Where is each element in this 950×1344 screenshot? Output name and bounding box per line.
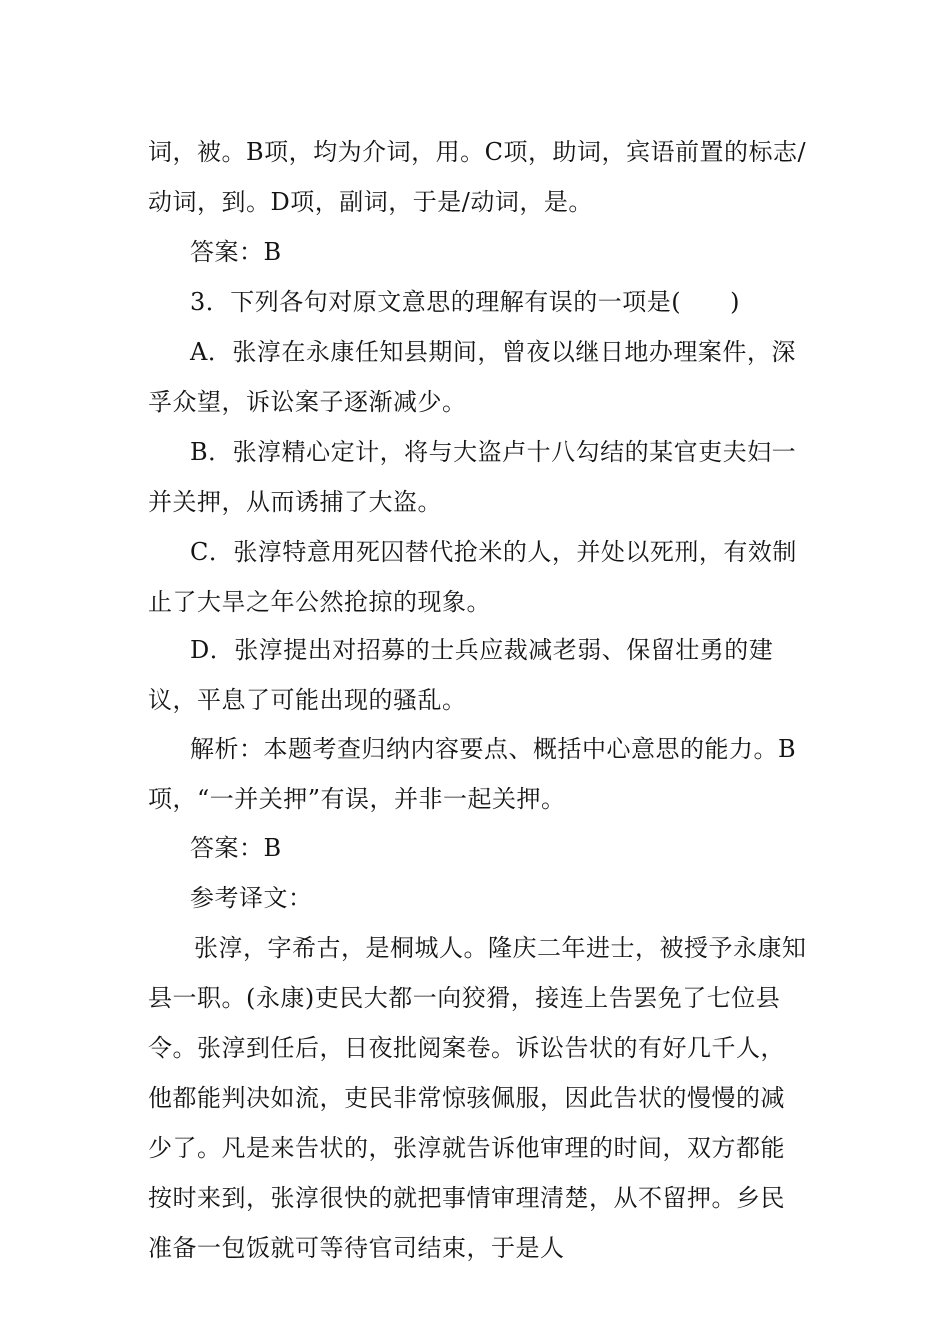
option-a: A．张淳在永康任知县期间，曾夜以继日地办理案件，深孚众望，诉讼案子逐渐减少。	[148, 338, 796, 416]
option-c: C．张淳特意用死囚替代抢米的人，并处以死刑，有效制止了大旱之年公然抢掠的现象。	[148, 538, 797, 616]
translation-heading: 参考译文：	[190, 884, 313, 912]
question-3: 3．下列各句对原文意思的理解有误的一项是( )	[190, 288, 740, 316]
paragraph-answer-3: 答案：B	[190, 834, 282, 862]
translation-paragraph: 张淳，字希古，是桐城人。隆庆二年进士，被授予永康知县一职。(永康)吏民大都一向狡猾，接连上告罢免了七位县令。张淳到任后，日夜批阅案卷。诉讼告状的有好几千人，他都能判决如流，吏民非常惊骇佩服，因此告状的慢慢的减少了。凡是来告状的，张淳就告诉他审理的时间，双方都能按时来到，张淳很快的就把事情审理清楚，从不留押。乡民准备一包饭就可等待官司结束，于是人	[148, 934, 807, 1262]
paragraph-answer-2: 答案：B	[190, 238, 282, 266]
option-d: D．张淳提出对招募的士兵应裁减老弱、保留壮勇的建议，平息了可能出现的骚乱。	[148, 636, 774, 714]
option-b: B．张淳精心定计，将与大盗卢十八勾结的某官吏夫妇一并关押，从而诱捕了大盗。	[148, 438, 797, 516]
paragraph-analysis-continued: 词，被。B项，均为介词，用。C项，助词，宾语前置的标志/动词，到。D项，副词，于是/动词，是。	[148, 138, 807, 216]
paragraph-analysis-3: 解析：本题考查归纳内容要点、概括中心意思的能力。B项，“一并关押”有误，并非一起关押。	[148, 735, 797, 813]
